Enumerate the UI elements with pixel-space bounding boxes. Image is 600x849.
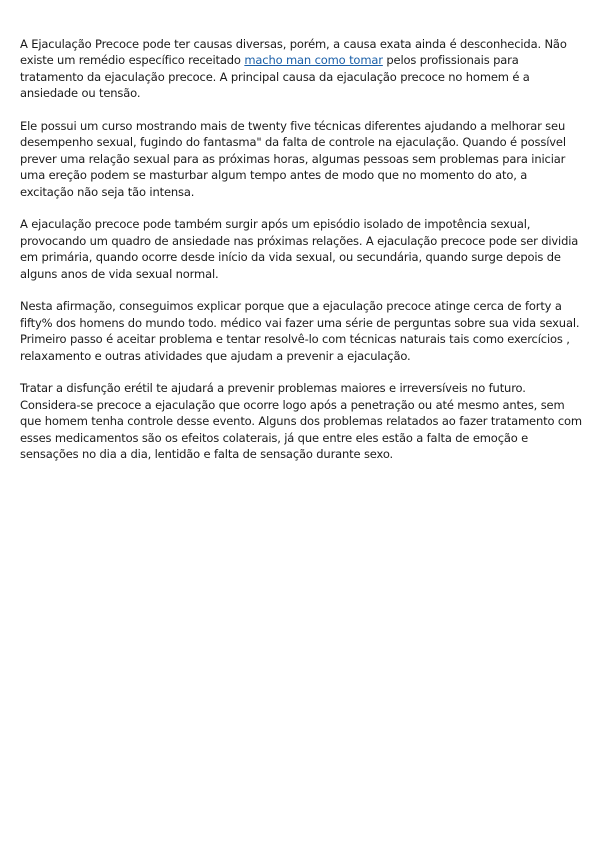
paragraph-1-text-end: pelos profissionais para tratamento da ejaculação precoce. A principal causa da ejaculação precoce no homem é a ansiedade ou tensão. (20, 53, 530, 101)
paragraph-4: Nesta afirmação, conseguimos explicar porque que a ejaculação precoce atinge cerca de forty a fifty% dos homens do mundo todo. médico vai fazer uma série de perguntas sobre sua vida sexual. Primeiro passo é aceitar problema e tentar resolvê-lo com técnicas naturais tais como exercícios , relaxamento e outras atividades que ajudam a prevenir a ejaculação. (20, 299, 580, 363)
document-body (20, 36, 582, 479)
macho-man-link[interactable]: macho man como tomar (244, 53, 383, 68)
paragraph-1 (20, 36, 582, 102)
paragraph-3: A ejaculação precoce pode também surgir após um episódio isolado de impotência sexual, provocando um quadro de ansiedade nas próximas relações. A ejaculação precoce pode ser dividia em primária, quando ocorre desde início da vida sexual, ou secundária, quando surge depois de alguns anos de vida sexual normal. (20, 217, 579, 281)
paragraph-5: Tratar a disfunção erétil te ajudará a prevenir problemas maiores e irreversíveis no futuro. Considera-se precoce a ejaculação que ocorre logo após a penetração ou até mesmo antes, sem que homem tenha controle desse evento. Alguns dos problemas relatados ao fazer tratamento com esses medicamentos são os efeitos colaterais, já que entre eles estão a falta de emoção e sensações no dia a dia, lentidão e falta de sensação durante sexo. (20, 381, 582, 462)
paragraph-1-text-start: A Ejaculação Precoce pode ter causas diversas, porém, a causa exata ainda é desconhecida. Não existe um remédio específico receitado (20, 37, 567, 68)
paragraph-2: Ele possui um curso mostrando mais de twenty five técnicas diferentes ajudando a melhorar seu desempenho sexual, fugindo do fantasma" da falta de controle na ejaculação. Quando é possível prever uma relação sexual para as próximas horas, algumas pessoas sem problemas para iniciar uma ereção podem se masturbar algum tempo antes de modo que no momento do ato, a excitação não seja tão intensa. (20, 119, 566, 199)
